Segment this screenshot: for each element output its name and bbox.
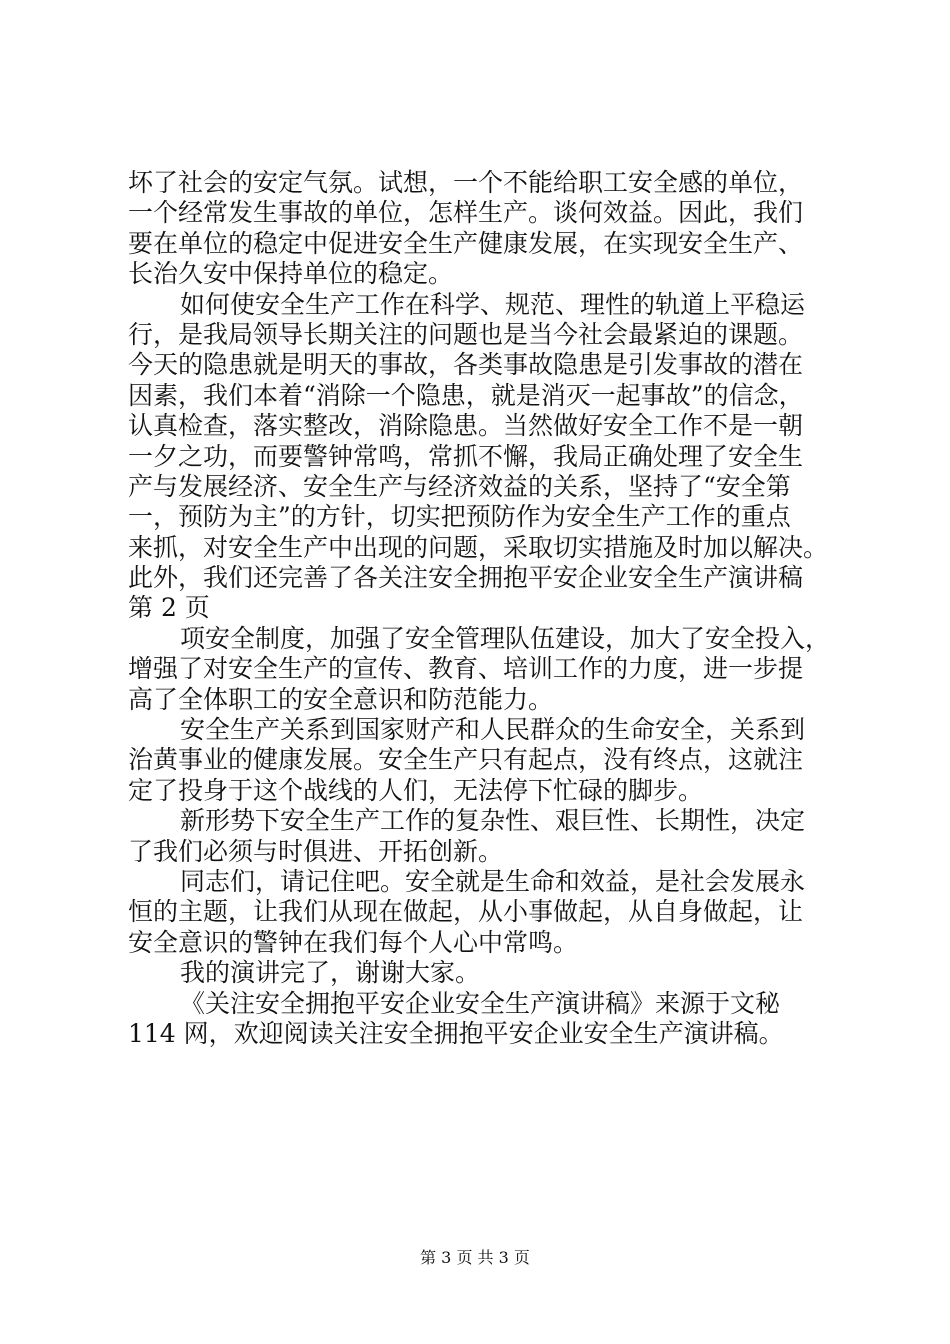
document-body (128, 168, 831, 1049)
text-line: 增强了对安全生产的宣传、教育、培训工作的力度，进一步提 (128, 654, 804, 684)
text-line: 安全意识的警钟在我们每个人心中常鸣。 (128, 927, 579, 957)
text-line: 要在单位的稳定中促进安全生产健康发展，在实现安全生产、 (128, 228, 804, 258)
text-line: 产与发展经济、安全生产与经济效益的关系，坚持了“安全第 (128, 471, 791, 501)
text-line: 《关注安全拥抱平安企业安全生产演讲稿》来源于文秘 (180, 988, 781, 1018)
page-footer: 第 3 页 共 3 页 (420, 1248, 530, 1267)
text-line: 了我们必须与时俱进、开拓创新。 (128, 836, 504, 866)
text-line: 一，预防为主”的方针，切实把预防作为安全生产工作的重点 (128, 502, 791, 532)
text-line: 安全生产关系到国家财产和人民群众的生命安全，关系到 (180, 715, 806, 745)
text-line: 同志们，请记住吧。安全就是生命和效益，是社会发展永 (180, 866, 806, 896)
text-line: 如何使安全生产工作在科学、规范、理性的轨道上平稳运 (180, 289, 806, 319)
text-line: 长治久安中保持单位的稳定。 (128, 259, 454, 289)
text-line: 坏了社会的安定气氛。试想，一个不能给职工安全感的单位， (128, 168, 804, 197)
text-line: 新形势下安全生产工作的复杂性、艰巨性、长期性，决定 (180, 806, 806, 836)
text-line: 定了投身于这个战线的人们，无法停下忙碌的脚步。 (128, 775, 704, 805)
text-line: 来抓，对安全生产中出现的问题，采取切实措施及时加以解决。 (128, 532, 829, 562)
text-line: 此外，我们还完善了各关注安全拥抱平安企业安全生产演讲稿 (128, 563, 804, 593)
text-line: 我的演讲完了，谢谢大家。 (180, 958, 481, 988)
text-line: 行，是我局领导长期关注的问题也是当今社会最紧迫的课题。 (128, 319, 804, 349)
text-line: 高了全体职工的安全意识和防范能力。 (128, 684, 554, 714)
text-line: 恒的主题，让我们从现在做起，从小事做起，从自身做起，让 (128, 897, 804, 927)
text-line: 因素，我们本着“消除一个隐患，就是消灭一起事故”的信念， (128, 380, 804, 410)
text-line: 一个经常发生事故的单位，怎样生产。谈何效益。因此，我们 (128, 198, 804, 228)
text-line: 项安全制度，加强了安全管理队伍建设，加大了安全投入， (180, 623, 831, 653)
text-line: 114 网，欢迎阅读关注安全拥抱平安企业安全生产演讲稿。 (128, 1018, 784, 1048)
text-line: 第 2 页 (128, 593, 210, 623)
text-line: 今天的隐患就是明天的事故，各类事故隐患是引发事故的潜在 (128, 350, 804, 380)
text-line: 认真检查，落实整改，消除隐患。当然做好安全工作不是一朝 (128, 411, 804, 441)
text-line: 一夕之功，而要警钟常鸣，常抓不懈，我局正确处理了安全生 (128, 441, 804, 471)
text-line: 治黄事业的健康发展。安全生产只有起点，没有终点，这就注 (128, 745, 804, 775)
